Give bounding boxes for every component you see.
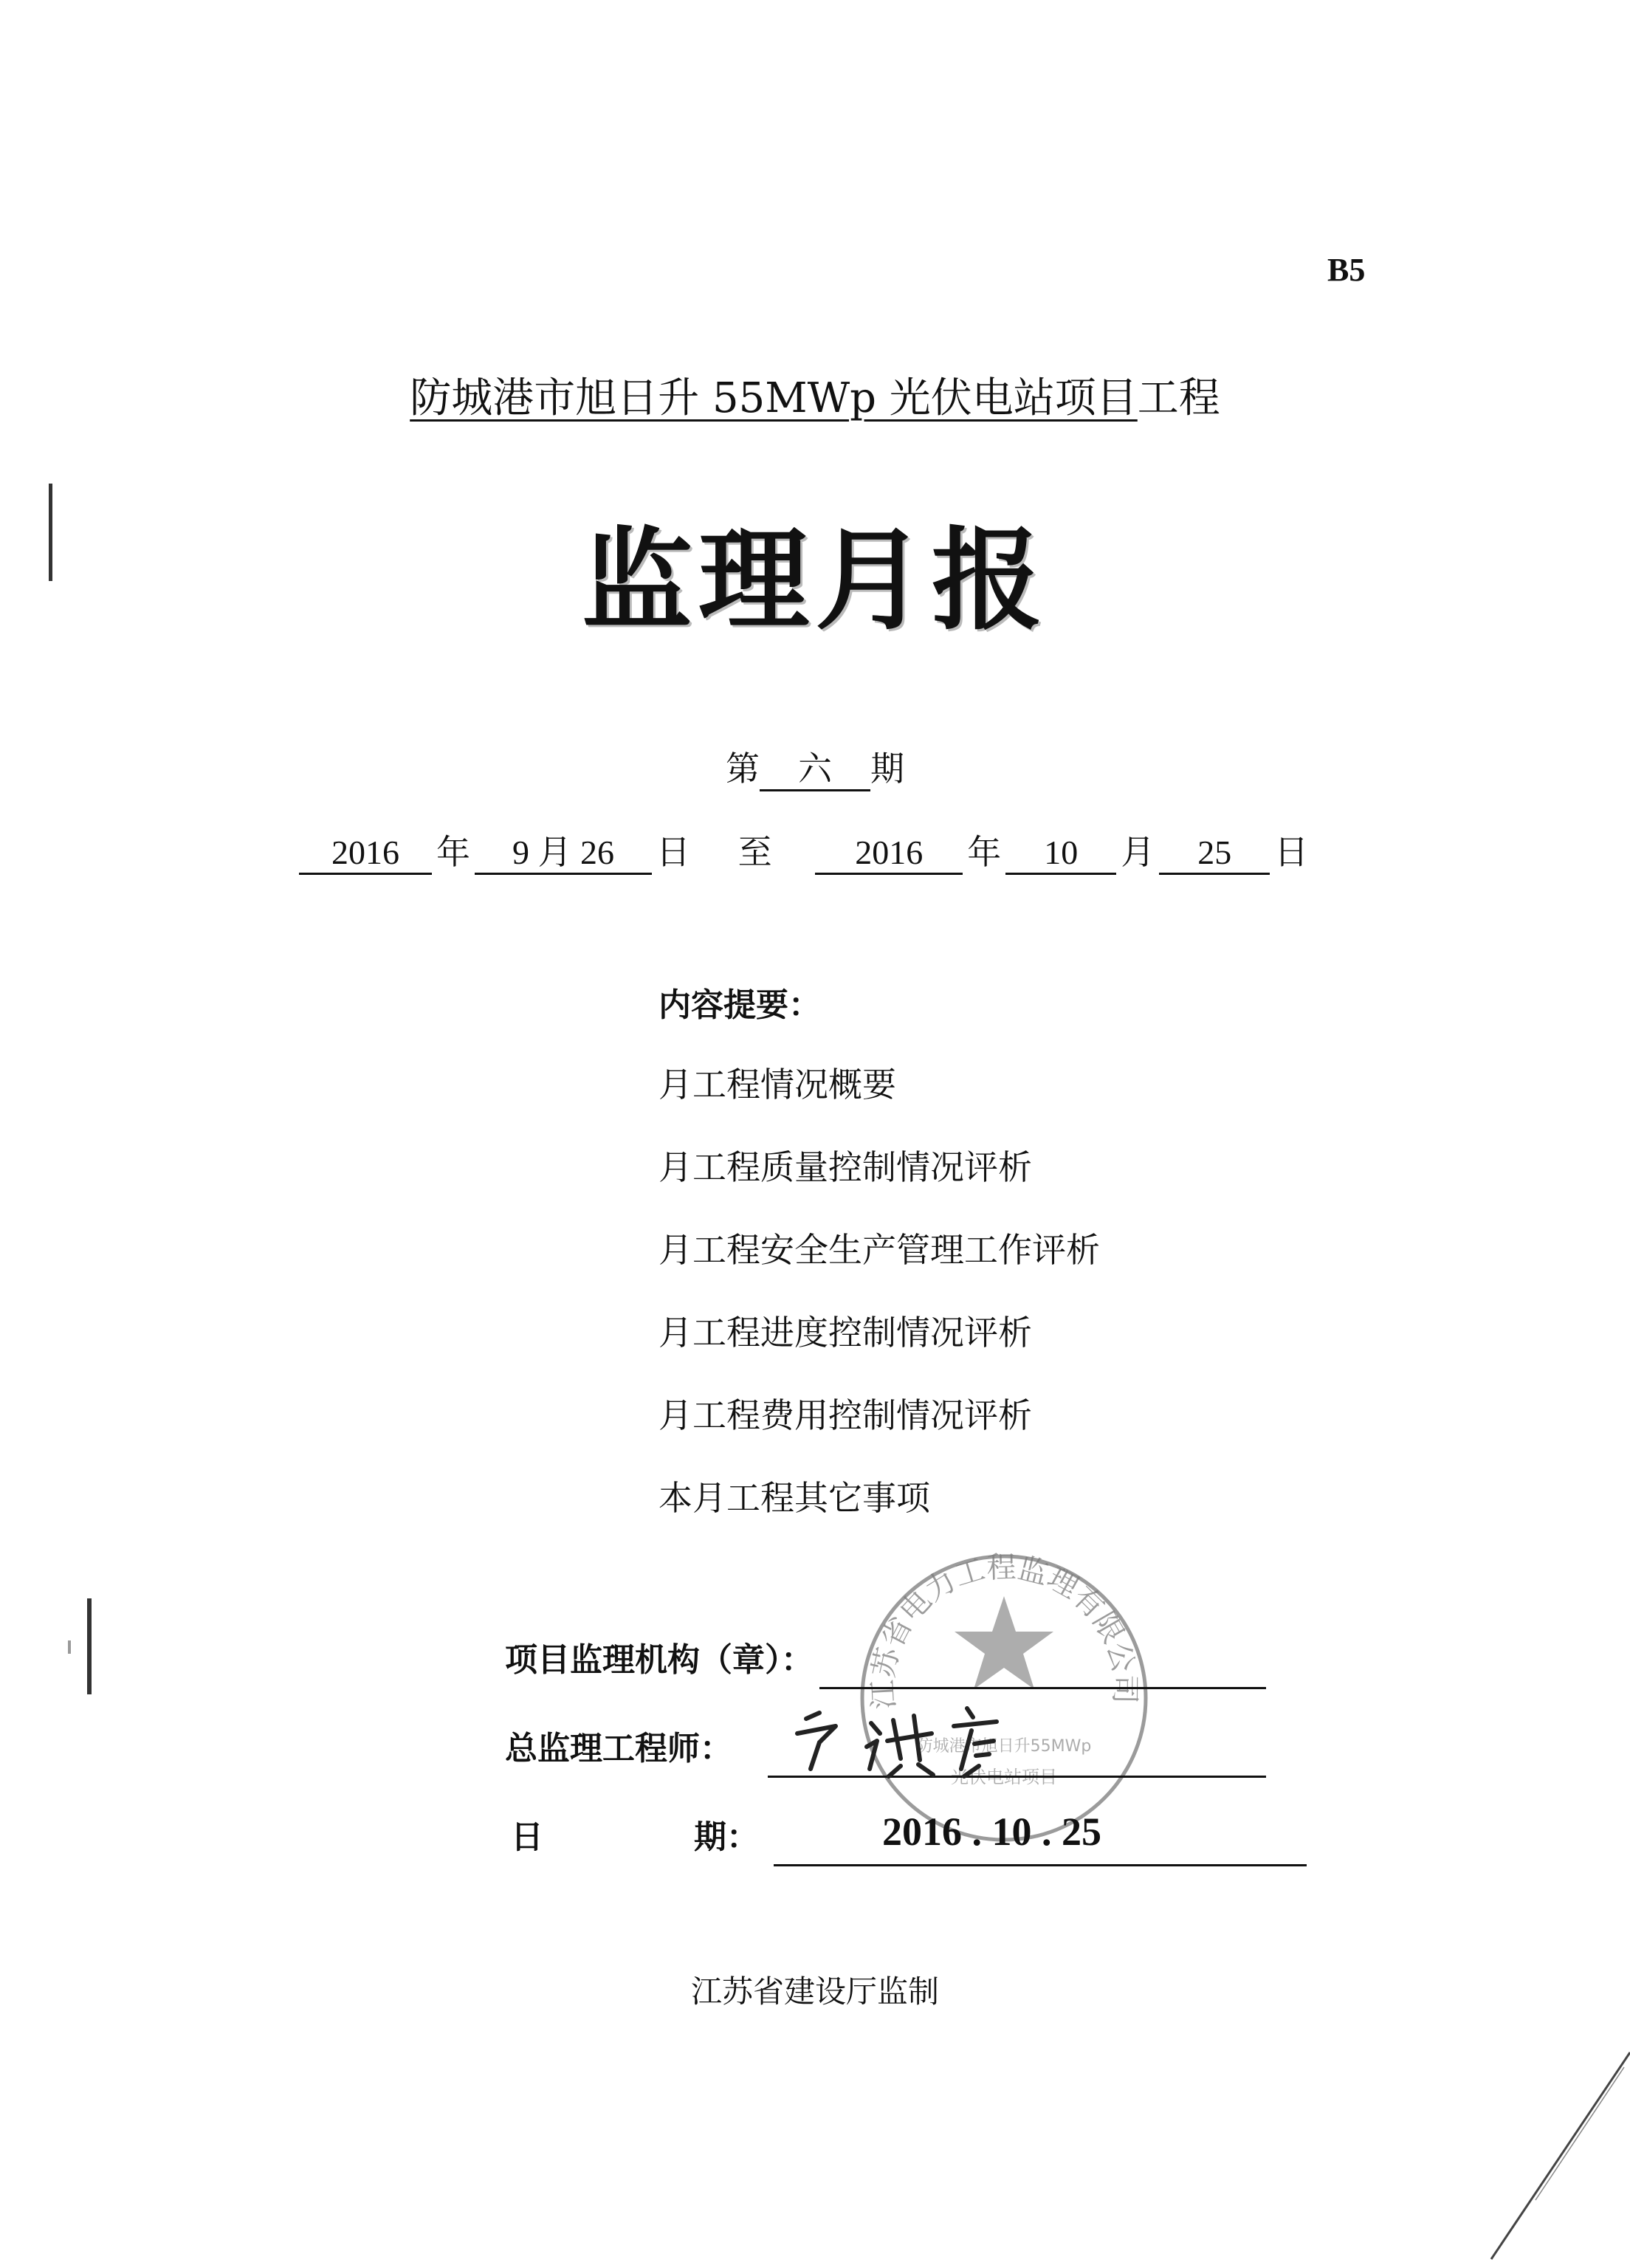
end-month-label: 月 xyxy=(1121,832,1155,872)
summary-item: 月工程费用控制情况评析 xyxy=(658,1395,1032,1435)
issue-number: 六 xyxy=(760,750,870,791)
svg-text:防城港市旭日升55MWp: 防城港市旭日升55MWp xyxy=(916,1737,1092,1756)
date-label-second: 期： xyxy=(694,1818,759,1856)
issue-suffix: 期 xyxy=(870,749,904,788)
summary-item: 月工程质量控制情况评析 xyxy=(658,1147,1032,1187)
start-year-label: 年 xyxy=(436,832,470,872)
summary-item: 月工程情况概要 xyxy=(658,1065,896,1104)
page-fold-line xyxy=(1447,2038,1630,2268)
sign-date: 2016 . 10 . 25 xyxy=(882,1810,1101,1854)
date-label-first: 日 xyxy=(511,1818,543,1856)
start-year: 2016 xyxy=(299,834,432,875)
summary-item: 本月工程其它事项 xyxy=(658,1478,930,1518)
scan-mark-bottom xyxy=(87,1598,92,1694)
scan-dot xyxy=(68,1640,71,1654)
svg-text:光伏电站项目: 光伏电站项目 xyxy=(951,1767,1057,1787)
end-year: 2016 xyxy=(815,834,963,875)
summary-item: 月工程进度控制情况评析 xyxy=(658,1313,1032,1353)
report-title: 监理月报 xyxy=(581,517,1048,645)
org-label: 项目监理机构（章）： xyxy=(505,1641,814,1679)
end-year-label: 年 xyxy=(967,832,1002,872)
start-month-day: 9 月 26 xyxy=(475,834,652,875)
to-label: 至 xyxy=(737,832,772,872)
project-title-suffix: 工程 xyxy=(1137,374,1220,422)
start-day-label: 日 xyxy=(656,832,690,872)
handwritten-signature xyxy=(790,1698,1011,1779)
end-month: 10 xyxy=(1005,834,1116,875)
report-period xyxy=(299,825,1313,875)
summary-item: 月工程安全生产管理工作评析 xyxy=(658,1230,1100,1270)
end-day-label: 日 xyxy=(1274,832,1309,872)
org-line xyxy=(819,1687,1266,1689)
end-day: 25 xyxy=(1159,834,1270,875)
date-line xyxy=(774,1864,1307,1866)
project-title xyxy=(0,365,1630,425)
form-code: B5 xyxy=(1327,252,1366,288)
summary-heading: 内容提要： xyxy=(658,986,821,1024)
project-name: 防城港市旭日升 55MWp 光伏电站项目 xyxy=(410,374,1138,422)
svg-text:江苏省电力工程监理有限公司: 江苏省电力工程监理有限公司 xyxy=(866,1550,1142,1711)
chief-engineer-label: 总监理工程师： xyxy=(505,1730,732,1767)
footer-issuer: 江苏省建设厅监制 xyxy=(690,1973,939,2010)
issue-prefix: 第 xyxy=(726,749,760,788)
issue-line xyxy=(0,742,1630,791)
